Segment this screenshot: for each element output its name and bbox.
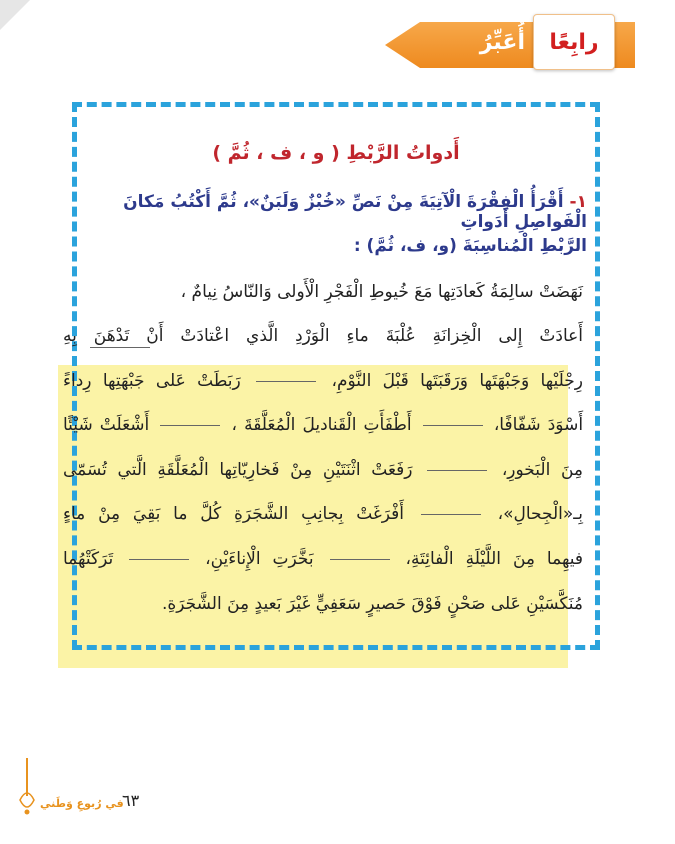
text-segment: أَطْفَأَتِ الْقَناديلَ الْمُعَلَّقَةَ ،	[231, 415, 412, 435]
text-segment: رَفَعَتْ اثْنَتَيْنِ مِنْ فَخارِيّاتِها الْمُعَلَّقَةِ الَّتي تُسَمّى	[63, 460, 413, 480]
paragraph-line-7	[63, 549, 583, 569]
paragraph-line-1	[63, 282, 583, 302]
paragraph-line-3	[63, 371, 583, 391]
section-badge	[533, 14, 615, 70]
text-segment: بِـ«الْجِحالِ»،	[497, 504, 584, 524]
paragraph-line-4	[63, 415, 583, 435]
instruction-line-2: الرَّبْطِ الْمُناسِبَةَ (و، ف، ثُمَّ) :	[353, 236, 587, 256]
answer-blank-6[interactable]	[421, 513, 481, 515]
text-segment: أَشْعَلَتْ شَيْئًا	[63, 415, 150, 435]
answer-blank-4[interactable]	[160, 424, 220, 426]
paragraph-line-2	[63, 326, 583, 346]
answer-blank-1[interactable]	[90, 346, 150, 348]
text-segment: رَبَطَتْ عَلى جَبْهَتِها رِداءً	[63, 371, 241, 391]
paragraph-line-8	[63, 594, 583, 614]
book-title: في رُبوعِ وَطَني	[40, 797, 124, 810]
paragraph-line-6	[63, 504, 583, 524]
instruction-text-1: أَقْرَأُ الْفِقْرَةَ الْآتِيَةَ مِنْ نَصِّ «خُبْزٌ وَلَبَنٌ»، ثُمَّ أَكْتُبُ مَكانَ الْفَواصِلِ أَدَواتِ	[123, 192, 587, 232]
answer-blank-8[interactable]	[129, 558, 189, 560]
answer-blank-7[interactable]	[330, 558, 390, 560]
text-segment: أَفْرَغَتْ بِجانِبِ الشَّجَرَةِ كُلَّ ما بَقِيَ مِنْ ماءٍ	[63, 504, 405, 524]
text-segment: أَسْوَدَ شَفّافًا،	[493, 415, 584, 435]
text-segment: نَهَضَتْ سالِمَةُ كَعادَتِها مَعَ خُيوطِ الْفَجْرِ الْأَولى وَالنّاسُ نِيامٌ ،	[180, 282, 583, 302]
section-badge-label: رابِعًا	[549, 29, 599, 55]
text-segment: أَعادَتْ إِلى الْخِزانَةِ عُلْبَةَ ماءِ الْوَرْدِ الَّذي اعْتادَتْ أَنْ تَدْهَنَ بِهِ	[63, 326, 583, 346]
text-segment: بَخَّرَتِ الْإِناءَيْنِ،	[205, 549, 314, 569]
header-title: أُعَبِّرُ	[479, 30, 525, 55]
text-segment: تَرَكَتْهُما	[63, 549, 114, 569]
page-corner-fold	[0, 0, 30, 30]
calligraphy-ornament-icon	[16, 756, 38, 818]
section-title: أَدواتُ الرَّبْطِ ( و ، ف ، ثُمَّ )	[212, 142, 460, 164]
text-segment: مِنَ الْبَخورِ،	[501, 460, 583, 480]
answer-blank-2[interactable]	[256, 380, 316, 382]
question-number: ١-	[569, 192, 587, 212]
text-segment: فيهِما مِنَ اللَّيْلَةِ الْفائِتَةِ،	[405, 549, 584, 569]
text-segment: مُنَكَّسَيْنِ عَلى صَحْنٍ فَوْقَ حَصيرٍ سَعَفِيٍّ غَيْرَ بَعيدٍ مِنَ الشَّجَرَةِ.	[161, 594, 583, 614]
paragraph-line-5	[63, 460, 583, 480]
instruction-line-1	[67, 192, 587, 232]
answer-blank-5[interactable]	[427, 469, 487, 471]
page-number: ٦٣	[122, 791, 140, 810]
text-segment: رِجْلَيْها وَجَبْهَتَها وَرَقَبَتَها قَبْلَ النَّوْمِ،	[331, 371, 584, 391]
answer-blank-3[interactable]	[423, 424, 483, 426]
